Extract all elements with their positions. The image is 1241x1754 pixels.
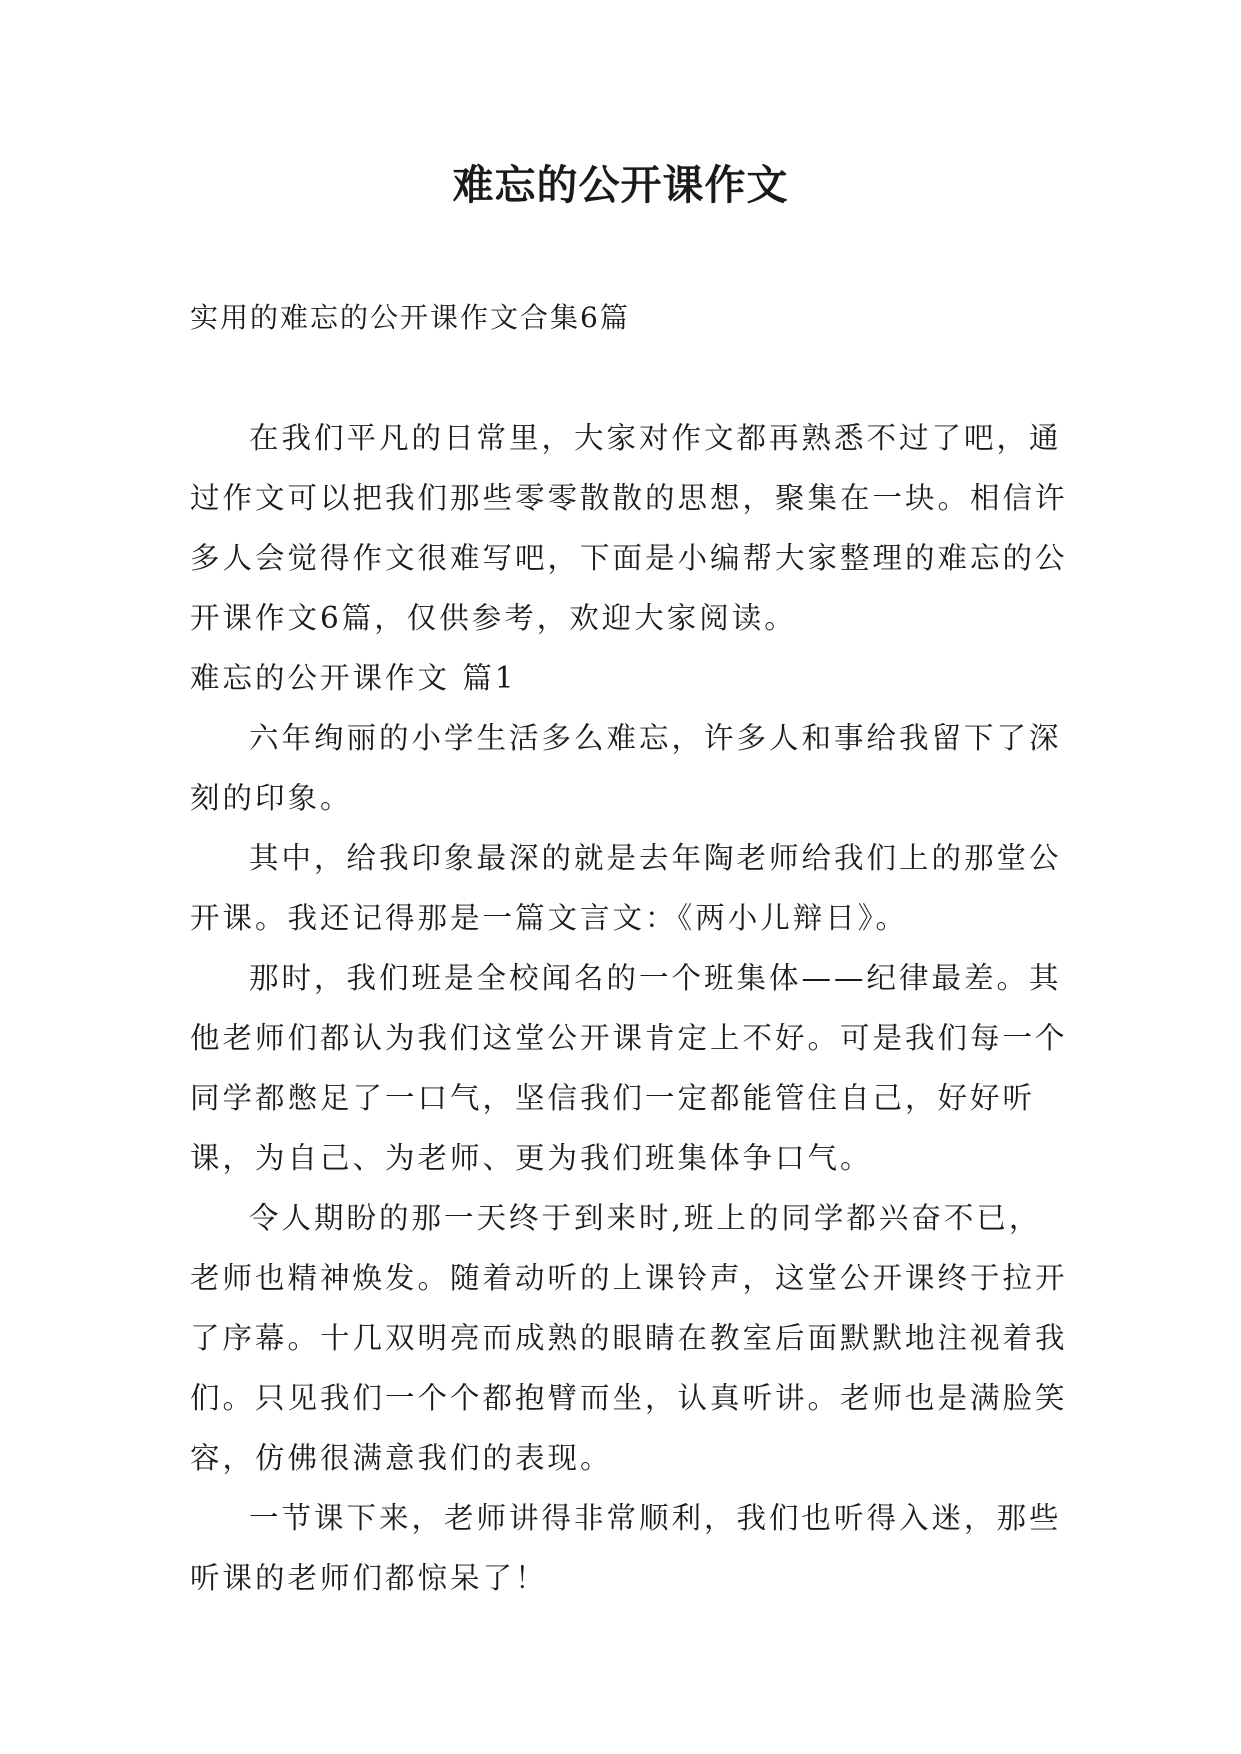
body-paragraph: 六年绚丽的小学生活多么难忘，许多人和事给我留下了深刻的印象。 [190, 721, 1062, 815]
body-paragraph: 一节课下来，老师讲得非常顺利，我们也听得入迷，那些听课的老师们都惊呆了！ [190, 1501, 1062, 1595]
body-paragraph: 其中，给我印象最深的就是去年陶老师给我们上的那堂公开课。我还记得那是一篇文言文：《两小儿辩日》。 [190, 841, 1062, 935]
document-body [190, 408, 1070, 1608]
body-paragraph: 令人期盼的那一天终于到来时,班上的同学都兴奋不已，老师也精神焕发。随着动听的上课铃声，这堂公开课终于拉开了序幕。十几双明亮而成熟的眼睛在教室后面默默地注视着我们。只见我们一个个都抱臂而坐，认真听讲。老师也是满脸笑容，仿佛很满意我们的表现。 [190, 1201, 1068, 1475]
intro-paragraph: 在我们平凡的日常里，大家对作文都再熟悉不过了吧，通过作文可以把我们那些零零散散的思想，聚集在一块。相信许多人会觉得作文很难写吧，下面是小编帮大家整理的难忘的公开课作文6篇，仅供参考，欢迎大家阅读。 [190, 421, 1068, 635]
document-subtitle: 实用的难忘的公开课作文合集6篇 [190, 301, 630, 334]
body-paragraph: 那时，我们班是全校闻名的一个班集体——纪律最差。其他老师们都认为我们这堂公开课肯定上不好。可是我们每一个同学都憋足了一口气，坚信我们一定都能管住自己，好好听课，为自己、为老师、更为我们班集体争口气。 [190, 961, 1068, 1175]
document-title: 难忘的公开课作文 [452, 161, 789, 209]
section-heading: 难忘的公开课作文 篇1 [190, 661, 517, 695]
